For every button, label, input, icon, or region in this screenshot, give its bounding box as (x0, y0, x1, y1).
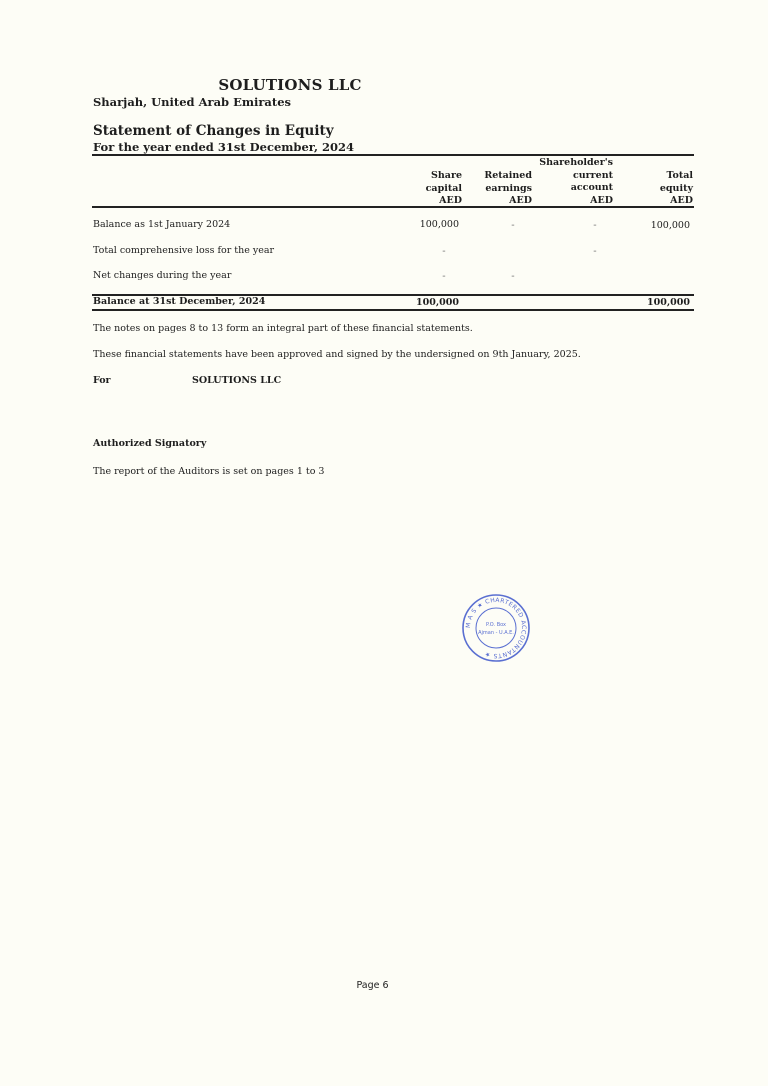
title-rule (92, 154, 694, 156)
for-label: For (93, 375, 111, 386)
company-name: SOLUTIONS LLC (218, 76, 362, 94)
row2-share-capital: - (442, 246, 446, 257)
stamp-center-line2: Ajman - U.A.E. (478, 630, 514, 636)
row3-retained-earnings: - (511, 271, 515, 282)
row-label-opening-balance: Balance as 1st January 2024 (93, 219, 231, 230)
total-bottom-rule (92, 309, 694, 311)
row1-share-capital: 100,000 (419, 219, 459, 230)
col-header-total-equity: Total equity AED (659, 170, 693, 206)
total-share-capital: 100,000 (416, 297, 459, 308)
total-total-equity: 100,000 (647, 297, 690, 308)
stamp-center-line1: P.O. Box (485, 622, 507, 628)
row-label-net-changes: Net changes during the year (93, 270, 232, 281)
col-header-share-capital: Share capital AED (425, 170, 462, 206)
statement-period: For the year ended 31st December, 2024 (93, 140, 355, 154)
row-label-comprehensive-loss: Total comprehensive loss for the year (93, 245, 275, 256)
row2-shareholder-account: - (593, 246, 597, 257)
company-stamp (461, 593, 531, 663)
row1-total-equity: 100,000 (650, 220, 690, 231)
header-rule (92, 206, 694, 208)
col-header-shareholder-account: Shareholder's current account AED (539, 157, 613, 206)
notes-integral-text: The notes on pages 8 to 13 form an integral part of these financial statements. (93, 323, 473, 334)
row3-share-capital: - (442, 271, 446, 282)
company-location: Sharjah, United Arab Emirates (93, 95, 291, 109)
stamp-ring-text: M A S ★ CHARTERED ACCOUNTANTS ★ (464, 596, 528, 660)
page-number: Page 6 (356, 980, 389, 991)
signature-company: SOLUTIONS LLC (192, 375, 282, 386)
col-header-retained-earnings: Retained earnings AED (484, 170, 532, 206)
auditors-note: The report of the Auditors is set on pages 1 to 3 (93, 466, 325, 477)
approval-text: These financial statements have been approved and signed by the undersigned on 9th January, 2025. (93, 349, 581, 360)
row-label-closing-balance: Balance at 31st December, 2024 (93, 296, 266, 307)
row1-retained-earnings: - (511, 220, 515, 231)
authorized-signatory-label: Authorized Signatory (93, 438, 207, 449)
statement-title: Statement of Changes in Equity (93, 123, 334, 139)
row1-shareholder-account: - (593, 220, 597, 231)
